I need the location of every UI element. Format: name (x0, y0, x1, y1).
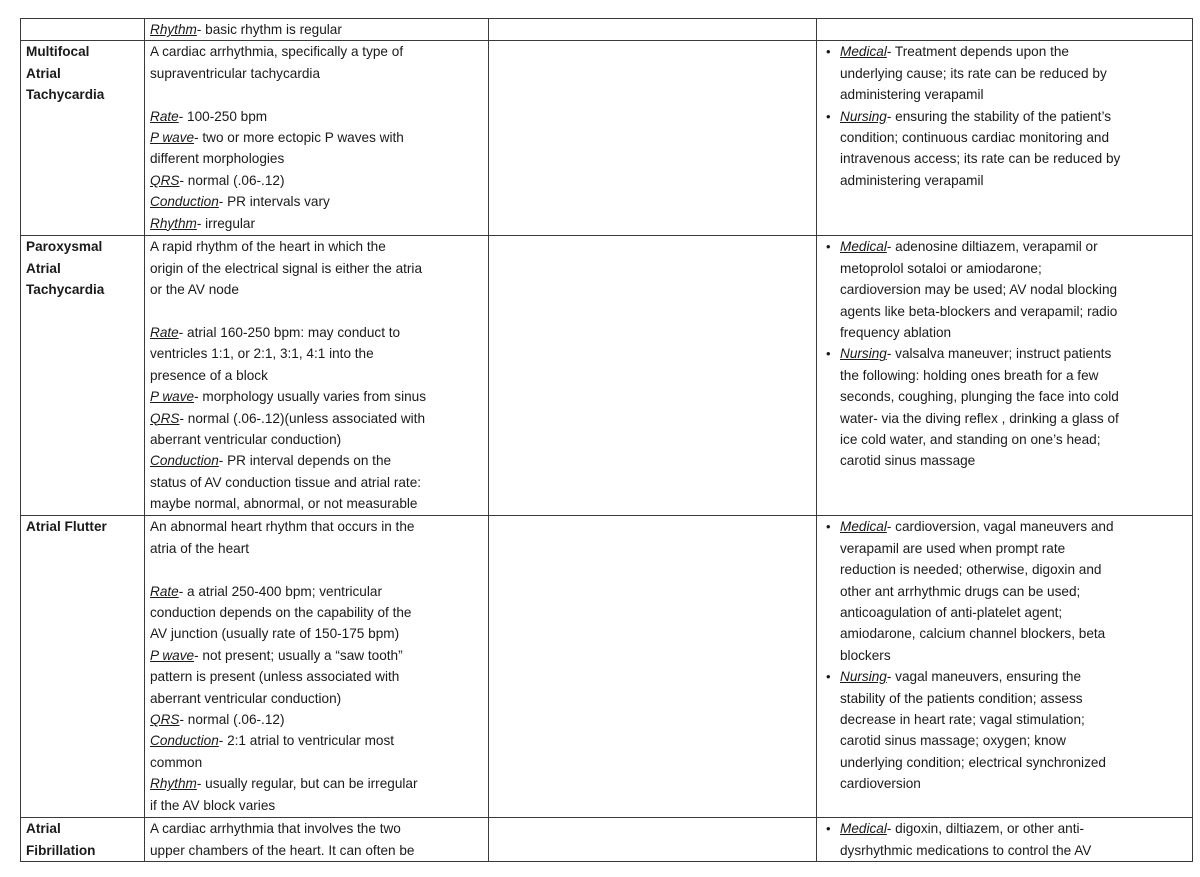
spec-line (150, 191, 483, 212)
ecg-strip-cell (489, 516, 817, 818)
spec-line (150, 429, 483, 450)
table-row (21, 818, 1193, 862)
spec-text: - basic rhythm is regular (196, 22, 342, 37)
spec-text: status of AV conduction tissue and atrial rate: (150, 474, 422, 490)
spec-label: Rhythm (150, 215, 197, 231)
treatment-text: administering verapamil (840, 172, 984, 188)
treatment-text: intravenous access; its rate can be reduced by (840, 151, 1121, 167)
spec-label: Rate (150, 325, 179, 341)
treatment-line (840, 688, 1187, 709)
treatment-line (840, 258, 1187, 279)
treatment-label: Medical (840, 44, 887, 60)
spec-text: - irregular (196, 215, 256, 231)
spec-text: ventricles 1:1, or 2:1, 3:1, 4:1 into the (150, 346, 374, 362)
treatment-cell (817, 516, 1193, 818)
spec-line (150, 795, 483, 816)
spec-line (150, 602, 483, 623)
spec-label: P wave (150, 389, 195, 405)
spec-text: AV junction (usually rate of 150-175 bpm) (150, 626, 400, 642)
treatment-line (840, 301, 1187, 322)
spec-line (150, 645, 483, 666)
treatment-text: dysrhythmic medications to control the AV (840, 842, 1092, 858)
treatment-line (840, 645, 1187, 666)
spec-line (150, 472, 483, 493)
treatment-line (840, 709, 1187, 730)
treatment-item (840, 106, 1187, 192)
spec-label: Conduction (150, 733, 219, 749)
treatment-text: decrease in heart rate; vagal stimulation; (840, 712, 1085, 728)
spec-text: aberrant ventricular conduction) (150, 690, 342, 706)
treatment-list (822, 516, 1187, 794)
treatment-cell (817, 236, 1193, 516)
spec-text: aberrant ventricular conduction) (150, 432, 342, 448)
spec-line (150, 322, 483, 343)
spec-label: Rate (150, 108, 179, 124)
spec-line (150, 386, 483, 407)
arrhythmia-name: Multifocal (26, 44, 90, 60)
spec-text: pattern is present (unless associated with (150, 669, 400, 685)
spec-text: - two or more ectopic P waves with (194, 130, 404, 146)
treatment-line (840, 773, 1187, 794)
treatment-line (840, 818, 1187, 839)
description-cell (145, 516, 489, 818)
treatment-line (840, 538, 1187, 559)
treatment-line (840, 581, 1187, 602)
treatment-text: ice cold water, and standing on one’s head; (840, 432, 1101, 448)
treatment-text: verapamil are used when prompt rate (840, 540, 1066, 556)
table-row (21, 19, 1193, 41)
arrhythmia-name: Tachycardia (26, 87, 105, 103)
treatment-line (840, 236, 1187, 257)
spec-text: - 100-250 bpm (178, 108, 268, 124)
spec-label: Conduction (150, 194, 219, 210)
treatment-line (840, 752, 1187, 773)
spec-line (150, 666, 483, 687)
treatment-line (840, 279, 1187, 300)
table-row (21, 41, 1193, 236)
treatment-item (840, 41, 1187, 105)
spec-line (150, 773, 483, 794)
spec-text: maybe normal, abnormal, or not measurable (150, 496, 418, 512)
treatment-line (840, 41, 1187, 62)
treatment-text: carotid sinus massage (840, 453, 976, 469)
spec-line (150, 343, 483, 364)
description-cell (145, 236, 489, 516)
spec-label: Conduction (150, 453, 219, 469)
treatment-cell (817, 19, 1193, 41)
arrhythmia-name: Atrial (26, 65, 61, 81)
treatment-line (840, 840, 1187, 861)
spec-label: QRS (150, 410, 180, 426)
spec-text: presence of a block (150, 367, 268, 383)
treatment-line (840, 106, 1187, 127)
treatment-label: Medical (840, 519, 887, 535)
spec-text: - 2:1 atrial to ventricular most (218, 733, 395, 749)
spec-line (150, 623, 483, 644)
treatment-line (840, 429, 1187, 450)
treatment-text: underlying condition; electrical synchronized (840, 754, 1106, 770)
treatment-line (840, 516, 1187, 537)
treatment-line (840, 148, 1187, 169)
treatment-text: stability of the patients condition; assess (840, 690, 1083, 706)
treatment-text: condition; continuous cardiac monitoring and (840, 130, 1110, 146)
table-row (21, 236, 1193, 516)
arrhythmia-name: Fibrillation (26, 842, 96, 858)
description-line: A cardiac arrhythmia, specifically a type of (150, 44, 404, 60)
spec-text: if the AV block varies (150, 797, 276, 813)
description-line: origin of the electrical signal is either the atria (150, 260, 423, 276)
treatment-line (840, 127, 1187, 148)
spec-text: - normal (.06-.12) (179, 712, 285, 728)
treatment-label: Medical (840, 239, 887, 255)
treatment-text: metoprolol sotaloi or amiodarone; (840, 260, 1042, 276)
treatment-item (840, 516, 1187, 666)
treatment-text: anticoagulation of anti-platelet agent; (840, 605, 1063, 621)
treatment-line (840, 365, 1187, 386)
spec-line (150, 730, 483, 751)
spec-line (150, 493, 483, 514)
description-line: upper chambers of the heart. It can often be (150, 842, 415, 858)
spec-line (150, 408, 483, 429)
treatment-line (840, 63, 1187, 84)
treatment-text: the following: holding ones breath for a few (840, 367, 1099, 383)
treatment-line (840, 386, 1187, 407)
treatment-line (840, 602, 1187, 623)
treatment-text: cardioversion (840, 776, 921, 792)
treatment-cell (817, 41, 1193, 236)
treatment-text: - valsalva maneuver; instruct patients (886, 346, 1112, 362)
arrhythmia-name: Tachycardia (26, 282, 105, 298)
description-cell (145, 818, 489, 862)
name-cell (21, 818, 145, 862)
spec-label: QRS (150, 712, 180, 728)
ecg-strip-cell (489, 236, 817, 516)
ecg-strip-cell (489, 818, 817, 862)
spec-label: Rhythm (150, 22, 197, 37)
name-cell (21, 516, 145, 818)
treatment-list (822, 818, 1187, 861)
spec-line (150, 688, 483, 709)
spec-line (150, 106, 483, 127)
arrhythmia-table (20, 18, 1193, 862)
treatment-text: - cardioversion, vagal maneuvers and (886, 519, 1114, 535)
spec-text: common (150, 754, 203, 770)
treatment-line (840, 322, 1187, 343)
arrhythmia-name: Atrial (26, 821, 61, 837)
spec-label: Rate (150, 583, 179, 599)
spec-label: Rhythm (150, 776, 197, 792)
description-cell (145, 19, 489, 41)
treatment-cell (817, 818, 1193, 862)
description-line: atria of the heart (150, 540, 249, 556)
spec-text: - not present; usually a “saw tooth” (194, 647, 403, 663)
description-line: or the AV node (150, 282, 239, 298)
treatment-text: reduction is needed; otherwise, digoxin and (840, 562, 1102, 578)
spacer (150, 559, 483, 580)
spec-label: QRS (150, 172, 180, 188)
treatment-item (840, 343, 1187, 471)
treatment-line (840, 730, 1187, 751)
treatment-list (822, 41, 1187, 191)
treatment-list (822, 236, 1187, 471)
table-row (21, 516, 1193, 818)
spec-line (150, 170, 483, 191)
description-cell (145, 41, 489, 236)
spec-line (150, 365, 483, 386)
arrhythmia-name: Atrial Flutter (26, 519, 107, 535)
treatment-text: agents like beta-blockers and verapamil; radio (840, 303, 1118, 319)
treatment-label: Nursing (840, 108, 887, 124)
treatment-text: - vagal maneuvers, ensuring the (886, 669, 1082, 685)
spec-text: - normal (.06-.12) (179, 172, 285, 188)
treatment-line (840, 84, 1187, 105)
spec-label: P wave (150, 130, 195, 146)
spec-line (150, 148, 483, 169)
treatment-text: underlying cause; its rate can be reduced by (840, 65, 1107, 81)
treatment-text: - adenosine diltiazem, verapamil or (886, 239, 1098, 255)
treatment-text: other ant arrhythmic drugs can be used; (840, 583, 1081, 599)
arrhythmia-name: Atrial (26, 260, 61, 276)
treatment-line (840, 559, 1187, 580)
spec-text: - PR intervals vary (218, 194, 330, 210)
treatment-line (840, 450, 1187, 471)
treatment-label: Nursing (840, 346, 887, 362)
spec-text: - usually regular, but can be irregular (196, 776, 418, 792)
treatment-text: - Treatment depends upon the (886, 44, 1069, 60)
spec-line (150, 127, 483, 148)
ecg-strip-cell (489, 41, 817, 236)
spec-line (150, 709, 483, 730)
spec-line (150, 213, 483, 234)
arrhythmia-name: Paroxysmal (26, 239, 103, 255)
treatment-text: cardioversion may be used; AV nodal blocking (840, 282, 1118, 298)
spec-text: - atrial 160-250 bpm: may conduct to (178, 325, 401, 341)
description-line: supraventricular tachycardia (150, 65, 321, 81)
treatment-label: Medical (840, 821, 887, 837)
spec-label: P wave (150, 647, 195, 663)
spec-line (150, 19, 483, 40)
spec-text: different morphologies (150, 151, 285, 167)
treatment-text: seconds, coughing, plunging the face into cold (840, 389, 1119, 405)
spec-line (150, 752, 483, 773)
description-line: A cardiac arrhythmia that involves the two (150, 821, 401, 837)
spec-text: - PR interval depends on the (218, 453, 392, 469)
treatment-text: amiodarone, calcium channel blockers, beta (840, 626, 1106, 642)
treatment-text: water- via the diving reflex , drinking a glass of (840, 410, 1119, 426)
treatment-text: - ensuring the stability of the patient’s (886, 108, 1112, 124)
name-cell (21, 19, 145, 41)
name-cell (21, 41, 145, 236)
treatment-item (840, 666, 1187, 794)
treatment-item (840, 236, 1187, 343)
spec-text: - a atrial 250-400 bpm; ventricular (178, 583, 382, 599)
treatment-line (840, 623, 1187, 644)
spec-text: - normal (.06-.12)(unless associated with (179, 410, 426, 426)
description-line: A rapid rhythm of the heart in which the (150, 239, 386, 255)
treatment-line (840, 666, 1187, 687)
treatment-text: carotid sinus massage; oxygen; know (840, 733, 1066, 749)
description-line: An abnormal heart rhythm that occurs in the (150, 519, 415, 535)
spacer (150, 301, 483, 322)
treatment-line (840, 343, 1187, 364)
treatment-text: frequency ablation (840, 325, 952, 341)
spec-line (150, 581, 483, 602)
treatment-text: - digoxin, diltiazem, or other anti- (886, 821, 1085, 837)
ecg-strip-cell (489, 19, 817, 41)
spec-text: - morphology usually varies from sinus (194, 389, 427, 405)
spec-text: conduction depends on the capability of the (150, 605, 412, 621)
spec-line (150, 450, 483, 471)
treatment-text: administering verapamil (840, 87, 984, 103)
name-cell (21, 236, 145, 516)
treatment-label: Nursing (840, 669, 887, 685)
spacer (150, 84, 483, 105)
treatment-line (840, 170, 1187, 191)
treatment-item (840, 818, 1187, 861)
treatment-line (840, 408, 1187, 429)
treatment-text: blockers (840, 647, 891, 663)
